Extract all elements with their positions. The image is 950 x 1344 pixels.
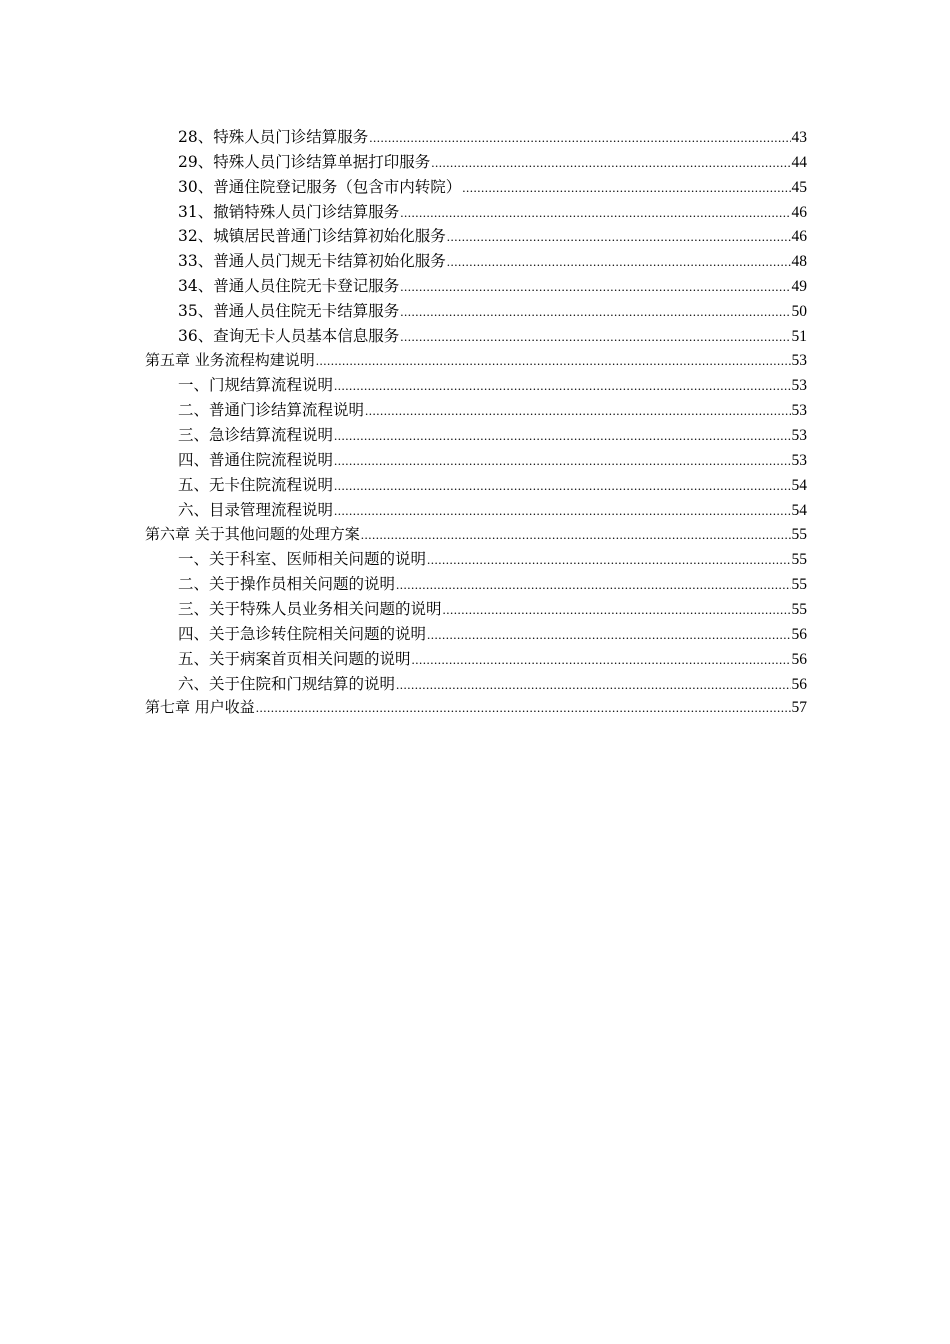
toc-chapter-entry[interactable]: [145, 349, 807, 374]
toc-page-number: 54: [791, 476, 807, 494]
toc-section-entry[interactable]: [145, 672, 807, 697]
toc-entry-title: 31、撤销特殊人员门诊结算服务: [178, 202, 400, 221]
toc-section-entry[interactable]: [145, 597, 807, 622]
toc-page-number: 48: [791, 253, 807, 271]
toc-section-entry[interactable]: [145, 125, 807, 150]
toc-section-entry[interactable]: [145, 498, 807, 523]
toc-section-entry[interactable]: [145, 622, 807, 647]
toc-section-entry[interactable]: [145, 274, 807, 299]
toc-dot-leader: [334, 478, 790, 494]
toc-page-number: 55: [791, 576, 807, 594]
table-of-contents: [145, 125, 807, 721]
toc-page-number: 44: [791, 153, 807, 171]
toc-page-number: 49: [791, 278, 807, 296]
toc-dot-leader: [462, 180, 790, 196]
toc-section-entry[interactable]: [145, 150, 807, 175]
toc-chapter-entry[interactable]: [145, 696, 807, 721]
toc-entry-title: 34、普通人员住院无卡登记服务: [178, 277, 400, 296]
toc-section-entry[interactable]: [145, 324, 807, 349]
toc-section-entry[interactable]: [145, 473, 807, 498]
toc-entry-title: 30、普通住院登记服务（包含市内转院）: [178, 177, 462, 196]
toc-entry-title: 二、普通门诊结算流程说明: [178, 401, 365, 420]
toc-dot-leader: [365, 403, 790, 419]
toc-section-entry[interactable]: [145, 299, 807, 324]
toc-dot-leader: [369, 130, 790, 146]
toc-page-number: 43: [791, 129, 807, 146]
toc-page-number: 45: [791, 178, 807, 196]
toc-section-entry[interactable]: [145, 200, 807, 225]
toc-dot-leader: [447, 229, 791, 245]
toc-page-number: 53: [791, 377, 807, 395]
toc-page-number: 53: [791, 451, 807, 469]
toc-page-number: 56: [791, 650, 807, 668]
toc-entry-title: 六、目录管理流程说明: [178, 500, 334, 519]
toc-dot-leader: [396, 677, 790, 693]
toc-dot-leader: [412, 652, 791, 668]
toc-section-entry[interactable]: [145, 398, 807, 423]
toc-section-entry[interactable]: [145, 224, 807, 249]
toc-entry-title: 一、门规结算流程说明: [178, 376, 334, 395]
toc-entry-title: 二、关于操作员相关问题的说明: [178, 575, 396, 594]
toc-page-number: 53: [791, 351, 807, 369]
toc-page-number: 56: [791, 625, 807, 643]
toc-section-entry[interactable]: [145, 373, 807, 398]
toc-page-number: 55: [791, 525, 807, 543]
toc-entry-title: 六、关于住院和门规结算的说明: [178, 674, 396, 693]
toc-dot-leader: [396, 577, 790, 593]
toc-entry-title: 一、关于科室、医师相关问题的说明: [178, 550, 427, 569]
toc-dot-leader: [400, 329, 790, 345]
toc-entry-title: 五、无卡住院流程说明: [178, 475, 334, 494]
toc-dot-leader: [334, 503, 790, 519]
toc-page-number: 53: [791, 427, 807, 445]
toc-entry-title: 三、关于特殊人员业务相关问题的说明: [178, 600, 442, 619]
toc-entry-title: 28、特殊人员门诊结算服务: [178, 128, 369, 146]
toc-page-number: 46: [791, 228, 807, 246]
toc-dot-leader: [447, 254, 791, 270]
toc-page-number: 50: [791, 302, 807, 320]
toc-dot-leader: [400, 205, 790, 221]
toc-page-number: 54: [791, 501, 807, 519]
toc-entry-title: 第七章 用户收益: [145, 698, 255, 717]
toc-entry-title: 三、急诊结算流程说明: [178, 426, 334, 445]
toc-page-number: 57: [791, 699, 807, 717]
toc-entry-title: 36、查询无卡人员基本信息服务: [178, 326, 400, 345]
toc-page-number: 53: [791, 402, 807, 420]
toc-dot-leader: [334, 453, 790, 469]
toc-dot-leader: [400, 279, 790, 295]
toc-dot-leader: [334, 428, 790, 444]
toc-section-entry[interactable]: [145, 547, 807, 572]
toc-dot-leader: [316, 353, 791, 369]
toc-entry-title: 第五章 业务流程构建说明: [145, 350, 315, 369]
toc-page-number: 55: [791, 551, 807, 569]
toc-page-number: 51: [791, 327, 807, 345]
toc-page-number: 46: [791, 203, 807, 221]
toc-page-number: 55: [791, 601, 807, 619]
toc-dot-leader: [427, 552, 790, 568]
toc-entry-title: 35、普通人员住院无卡结算服务: [178, 301, 400, 320]
toc-dot-leader: [361, 527, 791, 543]
toc-entry-title: 第六章 关于其他问题的处理方案: [145, 524, 360, 543]
toc-entry-title: 32、城镇居民普通门诊结算初始化服务: [178, 227, 446, 246]
toc-section-entry[interactable]: [145, 249, 807, 274]
toc-section-entry[interactable]: [145, 647, 807, 672]
toc-entry-title: 四、普通住院流程说明: [178, 450, 334, 469]
toc-entry-title: 29、特殊人员门诊结算单据打印服务: [178, 152, 431, 171]
toc-page-number: 56: [791, 675, 807, 693]
toc-dot-leader: [443, 602, 791, 618]
toc-dot-leader: [400, 304, 790, 320]
toc-dot-leader: [431, 155, 790, 171]
toc-dot-leader: [334, 378, 790, 394]
toc-entry-title: 五、关于病案首页相关问题的说明: [178, 649, 411, 668]
toc-section-entry[interactable]: [145, 572, 807, 597]
toc-dot-leader: [256, 700, 791, 716]
toc-chapter-entry[interactable]: [145, 523, 807, 548]
toc-section-entry[interactable]: [145, 448, 807, 473]
toc-section-entry[interactable]: [145, 175, 807, 200]
toc-entry-title: 四、关于急诊转住院相关问题的说明: [178, 624, 427, 643]
toc-dot-leader: [427, 627, 790, 643]
toc-entry-title: 33、普通人员门规无卡结算初始化服务: [178, 252, 446, 271]
toc-section-entry[interactable]: [145, 423, 807, 448]
